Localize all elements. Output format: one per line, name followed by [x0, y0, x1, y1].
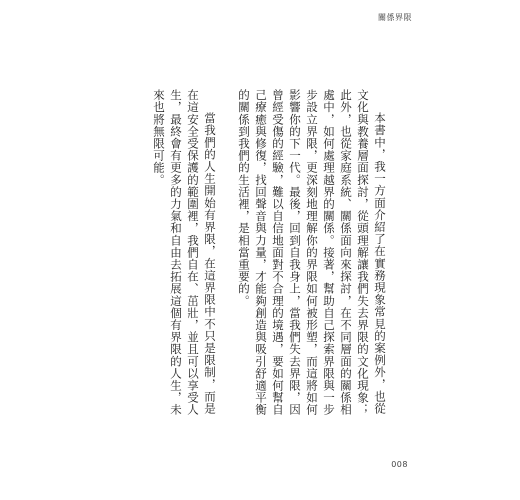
running-header: 關係界限 [378, 13, 412, 22]
body-text [150, 89, 388, 421]
paragraph-1: 本書中，我一方面介紹了在實務現象常見的案例外，也從文化與教養層面探討，從頭理解讓我們失去界限的文化現象；此外，也從家庭系統、關係面向來探討，在不同層面的關係相處中，如何處理越界的關係。接著，幫助自己探索界限與一步步設立界限，更深刻地理解你的界限如何被形塑，而這將如何影響你的下一代。最後，回到自我身上，當我們失去界限，因曾經受傷的經驗，難以自信地面對不合理的境遇，要如何幫自己療癒與修復，找回聲音與力量，才能夠創造與吸引舒適平衡的關係到我們的生活裡，是相當重要的。 [237, 89, 387, 416]
page-number: 008 [391, 460, 408, 469]
paragraph-2: 當我們的人生開始有界限，在這界限中不只是限制，而是在這安全受保護的範圍裡，我們自在、茁壯，並且可以享受人生，最終會有更多的力氣和自由去拓展這個有界限的人生，未來也將無限可能。 [152, 89, 217, 416]
